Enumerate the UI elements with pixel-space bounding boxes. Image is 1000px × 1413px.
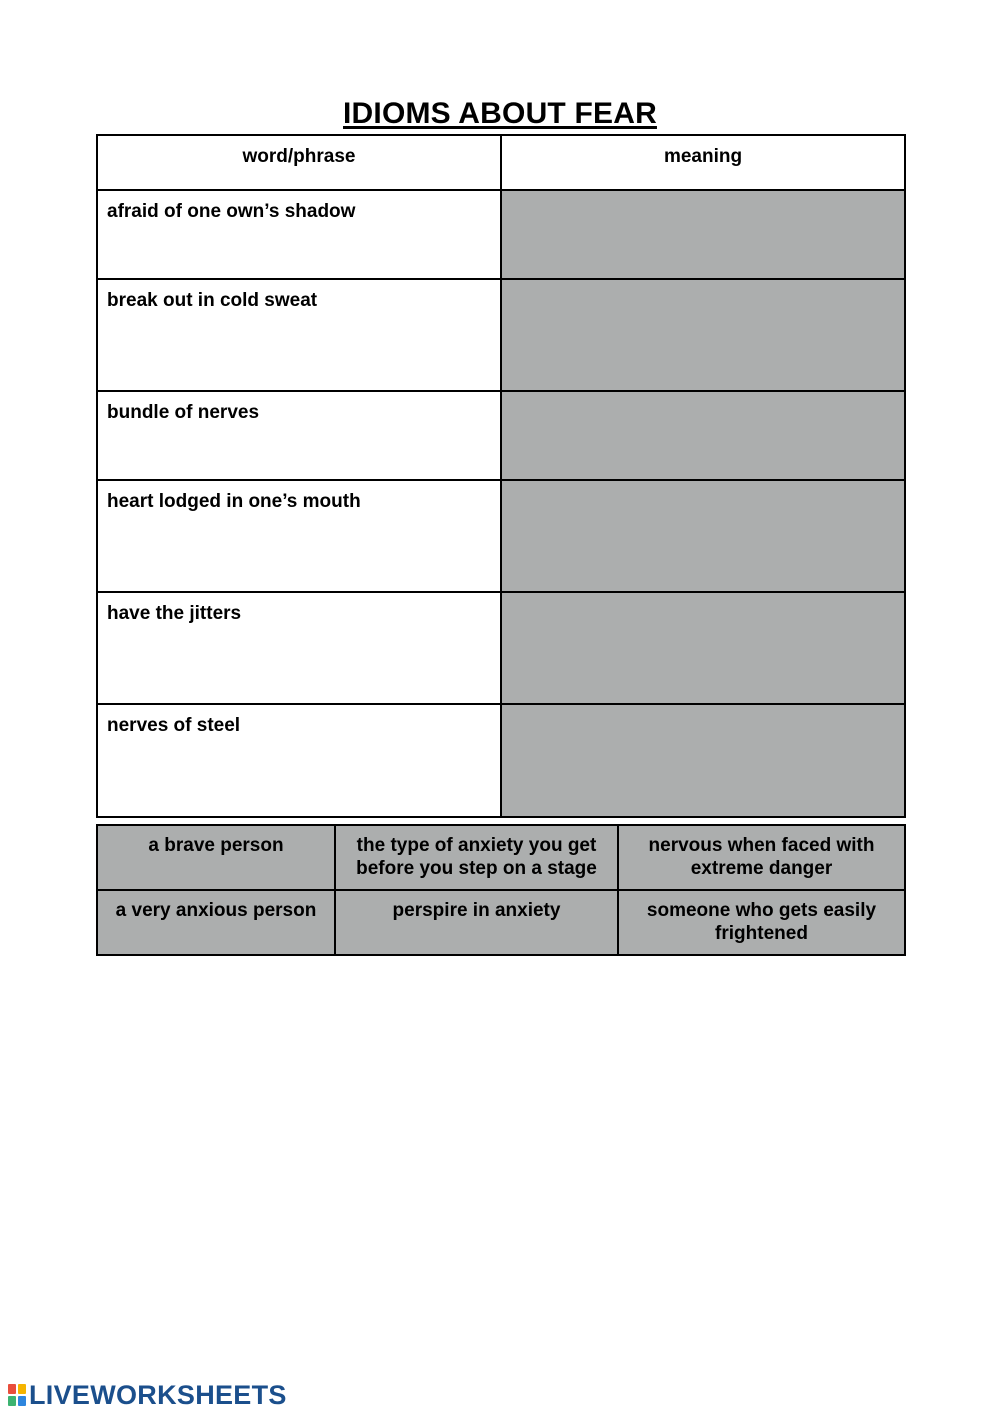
worksheet-title: IDIOMS ABOUT FEAR	[343, 97, 657, 130]
logo-wordmark: LIVEWORKSHEETS	[29, 1379, 287, 1410]
header-word-phrase: word/phrase	[97, 135, 501, 190]
phrase-cell: break out in cold sweat	[97, 279, 501, 391]
table-row	[97, 190, 905, 279]
logo-blocks-icon	[8, 1384, 26, 1406]
answer-option[interactable]: the type of anxiety you get before you step on a stage	[335, 825, 618, 890]
meaning-drop-box[interactable]	[501, 704, 905, 817]
table-row	[97, 279, 905, 391]
table-row	[97, 391, 905, 480]
meaning-drop-box[interactable]	[501, 480, 905, 592]
answer-option[interactable]: someone who gets easily frightened	[618, 890, 905, 955]
header-meaning: meaning	[501, 135, 905, 190]
meaning-drop-box[interactable]	[501, 592, 905, 704]
liveworksheets-logo	[8, 1380, 287, 1410]
answer-option[interactable]: a very anxious person	[97, 890, 335, 955]
phrase-cell: have the jitters	[97, 592, 501, 704]
table-row	[97, 480, 905, 592]
table-header-row	[97, 135, 905, 190]
phrase-cell: nerves of steel	[97, 704, 501, 817]
phrase-cell: heart lodged in one’s mouth	[97, 480, 501, 592]
phrase-cell: afraid of one own’s shadow	[97, 190, 501, 279]
meaning-drop-box[interactable]	[501, 190, 905, 279]
answer-option[interactable]: perspire in anxiety	[335, 890, 618, 955]
options-row	[97, 825, 905, 890]
meaning-drop-box[interactable]	[501, 391, 905, 480]
table-row	[97, 592, 905, 704]
meaning-drop-box[interactable]	[501, 279, 905, 391]
phrase-cell: bundle of nerves	[97, 391, 501, 480]
table-row	[97, 704, 905, 817]
options-row	[97, 890, 905, 955]
answer-option[interactable]: nervous when faced with extreme danger	[618, 825, 905, 890]
answer-options-table	[96, 824, 906, 956]
idioms-table	[96, 134, 906, 818]
answer-option[interactable]: a brave person	[97, 825, 335, 890]
